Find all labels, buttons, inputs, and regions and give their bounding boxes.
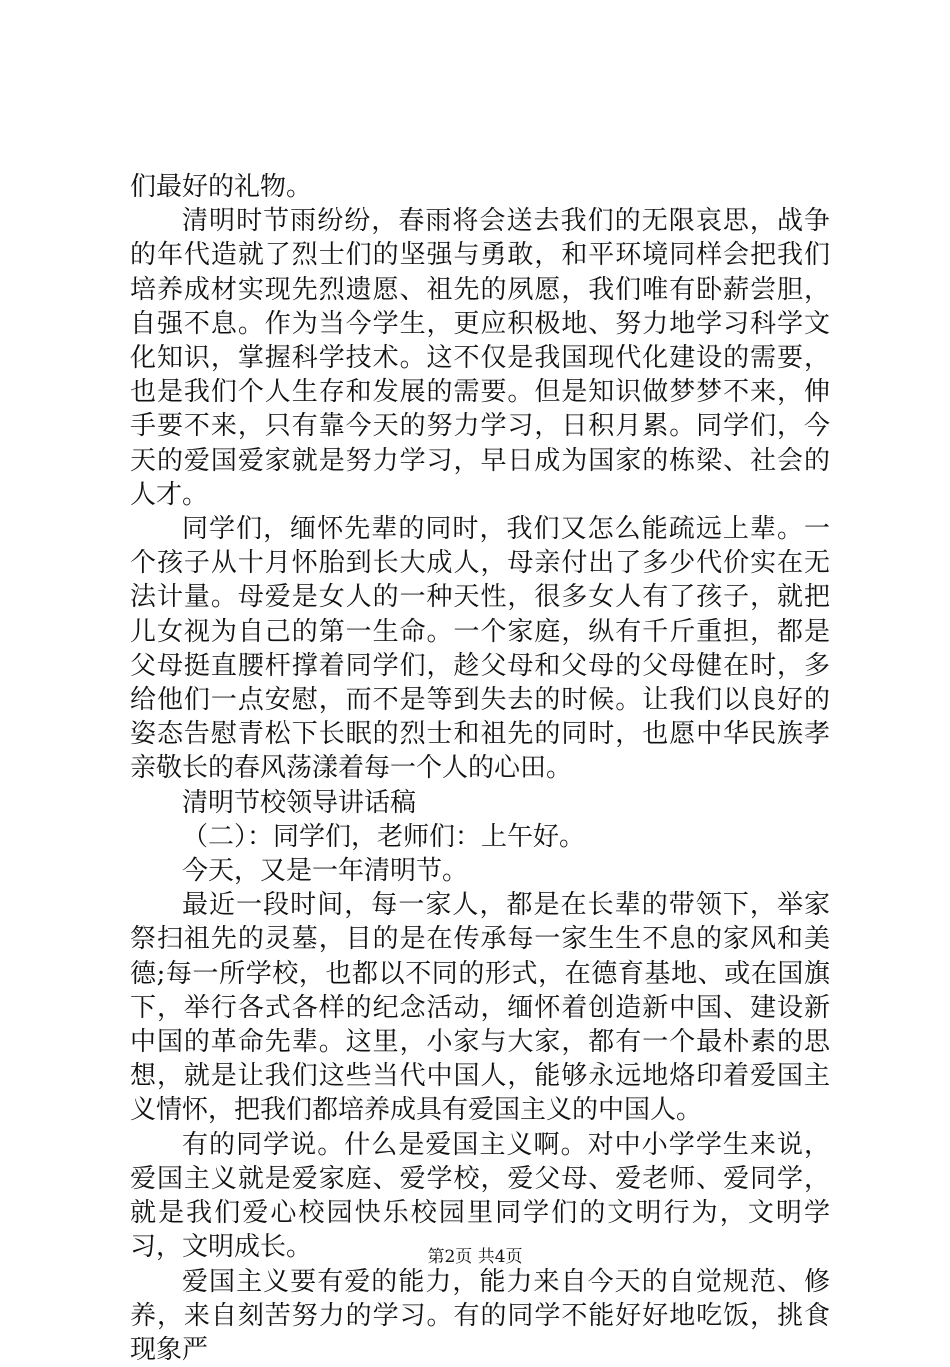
paragraph-continuation: 们最好的礼物。 (130, 170, 830, 204)
document-body (130, 170, 830, 1367)
paragraph: 最近一段时间，每一家人，都是在长辈的带领下，举家祭扫祖先的灵墓，目的是在传承每一家生生不息的家风和美德;每一所学校，也都以不同的形式，在德育基地、或在国旗下，举行各式各样的纪念活动，缅怀着创造新中国、建设新中国的革命先辈。这里，小家与大家，都有一个最朴素的思想，就是让我们这些当代中国人，能够永远地烙印着爱国主义情怀，把我们都培养成具有爱国主义的中国人。 (130, 888, 830, 1127)
section-title: 清明节校领导讲话稿 (130, 786, 830, 820)
paragraph: 同学们，缅怀先辈的同时，我们又怎么能疏远上辈。一个孩子从十月怀胎到长大成人，母亲付出了多少代价实在无法计量。母爱是女人的一种天性，很多女人有了孩子，就把儿女视为自己的第一生命。一个家庭，纵有千斤重担，都是父母挺直腰杆撑着同学们，趁父母和父母的父母健在时，多给他们一点安慰，而不是等到失去的时候。让我们以良好的姿态告慰青松下长眠的烈士和祖先的同时，也愿中华民族孝亲敬长的春风荡漾着每一个人的心田。 (130, 512, 830, 786)
paragraph: 清明时节雨纷纷，春雨将会送去我们的无限哀思，战争的年代造就了烈士们的坚强与勇敢，和平环境同样会把我们培养成材实现先烈遗愿、祖先的夙愿，我们唯有卧薪尝胆，自强不息。作为当今学生，更应积极地、努力地学习科学文化知识，掌握科学技术。这不仅是我国现代化建设的需要，也是我们个人生存和发展的需要。但是知识做梦梦不来，伸手要不来，只有靠今天的努力学习，日积月累。同学们，今天的爱国爱家就是努力学习，早日成为国家的栋梁、社会的人才。 (130, 204, 830, 512)
paragraph: 爱国主义要有爱的能力，能力来自今天的自觉规范、修养，来自刻苦努力的学习。有的同学不能好好地吃饭，挑食现象严 (130, 1265, 830, 1367)
paragraph-greeting: （二）：同学们，老师们：上午好。 (130, 820, 830, 854)
paragraph: 有的同学说。什么是爱国主义啊。对中小学学生来说，爱国主义就是爱家庭、爱学校，爱父母、爱老师、爱同学，就是我们爱心校园快乐校园里同学们的文明行为，文明学习，文明成长。 (130, 1128, 830, 1265)
page-number-footer: 第2页 共4页 (0, 1242, 950, 1267)
paragraph: 今天，又是一年清明节。 (130, 854, 830, 888)
